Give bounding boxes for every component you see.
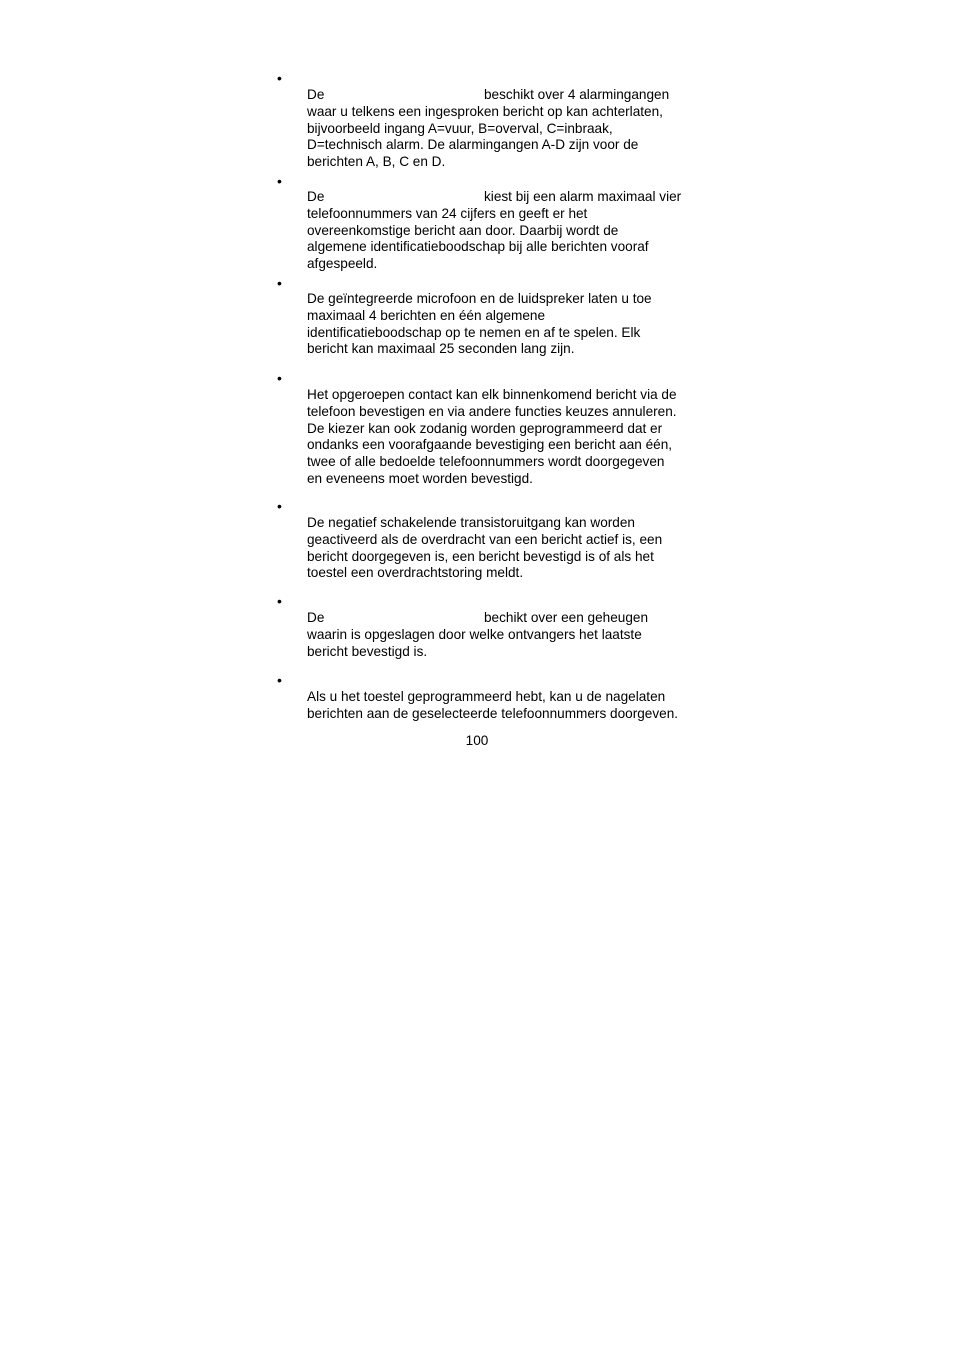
list-item-text <box>307 515 707 582</box>
bullet-point: • <box>277 370 282 386</box>
text-fragment: De <box>307 189 325 204</box>
text-line <box>307 189 707 206</box>
text-line: overeenkomstige bericht aan door. Daarbij wordt de <box>307 222 619 238</box>
text-line: De kiezer kan ook zodanig worden geprogrammeerd dat er <box>307 420 663 436</box>
text-line: identificatieboodschap op te nemen en af te spelen. Elk <box>307 324 641 340</box>
text-line: bijvoorbeeld ingang A=vuur, B=overval, C=inbraak, <box>307 120 613 136</box>
text-line: ondanks een voorafgaande bevestiging een bericht aan één, <box>307 437 673 453</box>
text-line <box>307 610 707 627</box>
list-item-text <box>307 189 707 273</box>
text-fragment: De <box>307 87 325 102</box>
text-line: telefoon bevestigen en via andere functies keuzes annuleren. <box>307 403 677 419</box>
list-item-text <box>307 610 707 660</box>
text-line: Het opgeroepen contact kan elk binnenkomend bericht via de <box>307 387 677 402</box>
text-line: berichten A, B, C en D. <box>307 154 446 170</box>
bullet-point: • <box>277 498 282 514</box>
list-item-text <box>307 87 707 171</box>
text-line: bericht kan maximaal 25 seconden lang zijn. <box>307 341 575 357</box>
text-line: maximaal 4 berichten en één algemene <box>307 307 546 323</box>
text-fragment: De <box>307 610 325 625</box>
text-line <box>307 87 707 104</box>
text-line: twee of alle bedoelde telefoonnummers wordt doorgegeven <box>307 454 665 470</box>
bullet-point: • <box>277 173 282 189</box>
bullet-point: • <box>277 593 282 609</box>
text-line: waarin is opgeslagen door welke ontvangers het laatste <box>307 626 642 642</box>
list-item-text <box>307 387 707 488</box>
page-number: 100 <box>465 733 489 748</box>
text-line: algemene identificatieboodschap bij alle berichten vooraf <box>307 239 649 255</box>
bullet-point: • <box>277 275 282 291</box>
text-fragment: kiest bij een alarm maximaal vier <box>484 189 682 204</box>
text-line: bericht bevestigd is. <box>307 643 428 659</box>
text-line: D=technisch alarm. De alarmingangen A-D zijn voor de <box>307 137 639 153</box>
bullet-point: • <box>277 672 282 688</box>
text-line: De negatief schakelende transistoruitgang kan worden <box>307 515 635 530</box>
list-item-text <box>307 689 707 723</box>
text-line: Als u het toestel geprogrammeerd hebt, kan u de nagelaten <box>307 689 666 704</box>
text-line: afgespeeld. <box>307 256 378 272</box>
text-line: De geïntegreerde microfoon en de luidspreker laten u toe <box>307 291 652 306</box>
bullet-point: • <box>277 70 282 86</box>
text-line: bericht doorgegeven is, een bericht bevestigd is of als het <box>307 548 654 564</box>
text-line: berichten aan de geselecteerde telefoonnummers doorgeven. <box>307 705 679 721</box>
text-line: geactiveerd als de overdracht van een bericht actief is, een <box>307 531 663 547</box>
text-fragment: beschikt over 4 alarmingangen <box>484 87 670 102</box>
list-item-text <box>307 291 707 358</box>
text-line: waar u telkens een ingesproken bericht op kan achterlaten, <box>307 103 663 119</box>
text-fragment: bechikt over een geheugen <box>484 610 649 625</box>
text-line: en eveneens moet worden bevestigd. <box>307 470 533 486</box>
text-line: toestel een overdrachtstoring meldt. <box>307 565 524 581</box>
text-line: telefoonnummers van 24 cijfers en geeft er het <box>307 205 588 221</box>
